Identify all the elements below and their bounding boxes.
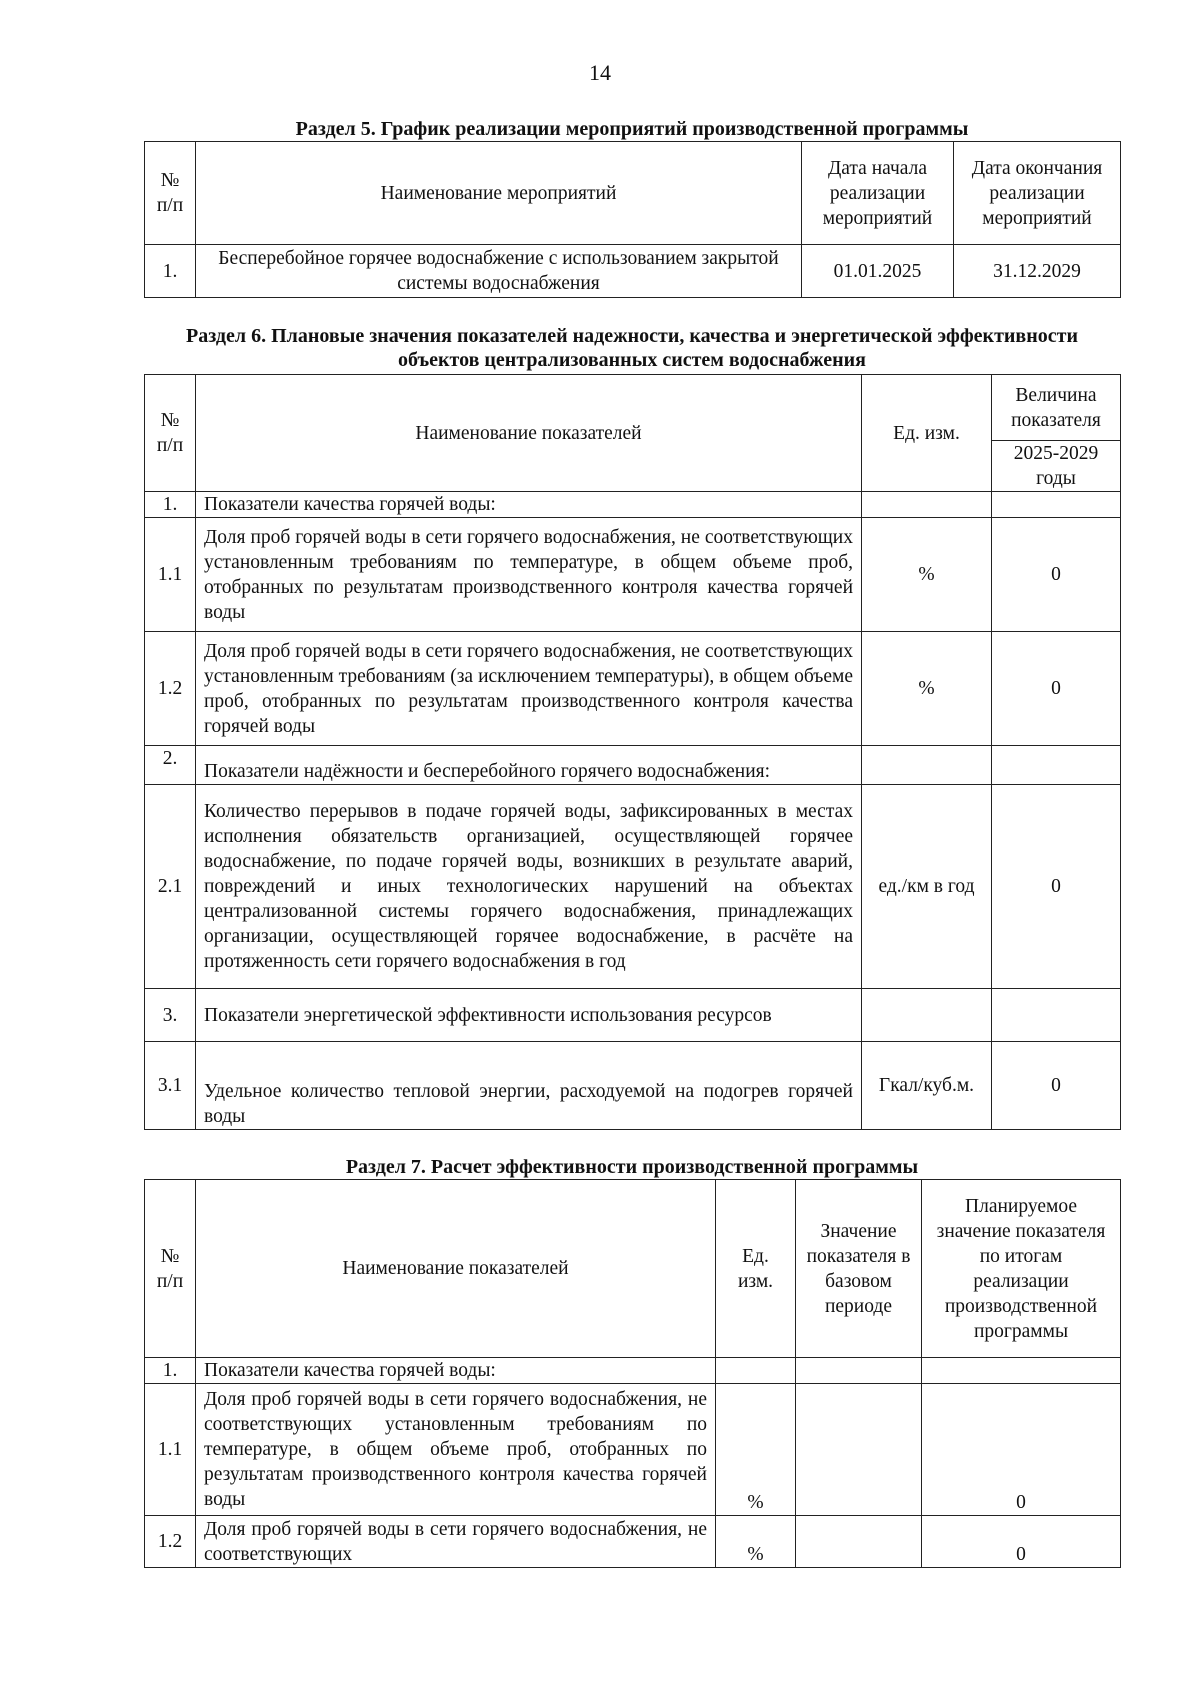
col-unit-header: Ед. изм. [716,1180,796,1358]
row-unit: ед./км в год [862,785,992,989]
row-name: Доля проб горячей воды в сети горячего водоснабжения, не соответствующих установленным требованиям по температуре, в общем объеме проб, отобранных по результатам производственного контроля качества горячей воды [196,1384,716,1516]
row-planned: 0 [922,1516,1121,1568]
row-name: Показатели качества горячей воды: [196,492,862,518]
table-header-row [145,375,1121,441]
row-planned [922,1358,1121,1384]
section-5-title: Раздел 5. График реализации мероприятий производственной программы [295,118,969,140]
col-value-header: Величина показателя [992,375,1121,441]
page-number: 14 [589,60,611,85]
schedule-table [144,141,1121,298]
row-name: Удельное количество тепловой энергии, расходуемой на подогрев горячей воды [196,1042,862,1130]
row-name: Показатели энергетической эффективности использования ресурсов [196,989,862,1042]
row-planned: 0 [922,1384,1121,1516]
row-num: 1.2 [145,632,196,746]
table-row [145,785,1121,989]
row-value: 0 [992,1042,1121,1130]
row-num: 1. [145,1358,196,1384]
table-row [145,1384,1121,1516]
col-start-header: Дата начала реализации мероприятий [802,142,954,245]
row-unit: % [862,632,992,746]
row-unit [862,492,992,518]
table-row [145,746,1121,785]
row-num: 1.1 [145,1384,196,1516]
row-value: 0 [992,632,1121,746]
row-num: 1. [145,245,196,298]
table-row [145,989,1121,1042]
col-num-header: № п/п [145,142,196,245]
section-7-title: Раздел 7. Расчет эффективности производственной программы [345,1156,919,1178]
row-num: 2. [145,746,196,785]
section-6-title: Раздел 6. Плановые значения показателей надежности, качества и энергетической эффективности объектов централизованных систем водоснабжения [186,325,1078,371]
col-base-header: Значение показателя в базовом периоде [796,1180,922,1358]
row-num: 1. [145,492,196,518]
row-value [992,989,1121,1042]
col-name-header: Наименование показателей [196,375,862,492]
row-value: 0 [992,785,1121,989]
row-value [992,492,1121,518]
row-name: Доля проб горячей воды в сети горячего водоснабжения, не соответствующих [196,1516,716,1568]
col-unit-header: Ед. изм. [862,375,992,492]
row-value: 0 [992,518,1121,632]
row-value [992,746,1121,785]
efficiency-table [144,1179,1121,1568]
table-row [145,632,1121,746]
col-planned-header: Планируемое значение показателя по итогам реализации производственной программы [922,1180,1121,1358]
row-unit: Гкал/куб.м. [862,1042,992,1130]
row-base [796,1516,922,1568]
row-unit: % [716,1384,796,1516]
row-base [796,1358,922,1384]
row-name: Количество перерывов в подаче горячей воды, зафиксированных в местах исполнения обязательств организацией, осуществляющей горячее водоснабжение, по подаче горячей воды, возникших в результате аварий, повреждений и иных технологических нарушений на объектах централизованной системы горячего водоснабжения, принадлежащих организации, осуществляющей горячее водоснабжение, в расчёте на протяженность сети горячего водоснабжения в год [196,785,862,989]
table-row [145,245,1121,298]
row-name: Показатели качества горячей воды: [196,1358,716,1384]
row-unit [862,746,992,785]
row-end-date: 31.12.2029 [954,245,1121,298]
row-unit [862,989,992,1042]
row-unit [716,1358,796,1384]
col-num-header: № п/п [145,1180,196,1358]
col-end-header: Дата окончания реализации мероприятий [954,142,1121,245]
row-name: Доля проб горячей воды в сети горячего водоснабжения, не соответствующих установленным требованиям по температуре, в общем объеме проб, отобранных по результатам производственного контроля качества горячей воды [196,518,862,632]
row-unit: % [862,518,992,632]
row-name: Показатели надёжности и бесперебойного горячего водоснабжения: [196,746,862,785]
table-header-row [145,142,1121,245]
col-name-header: Наименование мероприятий [196,142,802,245]
table-header-row [145,1180,1121,1358]
row-num: 3. [145,989,196,1042]
table-row [145,1042,1121,1130]
row-num: 2.1 [145,785,196,989]
row-unit: % [716,1516,796,1568]
table-row [145,1516,1121,1568]
row-num: 1.2 [145,1516,196,1568]
row-base [796,1384,922,1516]
col-name-header: Наименование показателей [196,1180,716,1358]
row-num: 1.1 [145,518,196,632]
row-num: 3.1 [145,1042,196,1130]
col-num-header: № п/п [145,375,196,492]
row-name: Бесперебойное горячее водоснабжение с использованием закрытой системы водоснабжения [196,245,802,298]
row-start-date: 01.01.2025 [802,245,954,298]
row-name: Доля проб горячей воды в сети горячего водоснабжения, не соответствующих установленным требованиям (за исключением температуры), в общем объеме проб, отобранных по результатам производственного контроля качества горячей воды [196,632,862,746]
indicators-table [144,374,1121,1130]
table-row [145,518,1121,632]
col-period-header: 2025-2029 годы [992,441,1121,492]
table-row [145,1358,1121,1384]
table-row [145,492,1121,518]
